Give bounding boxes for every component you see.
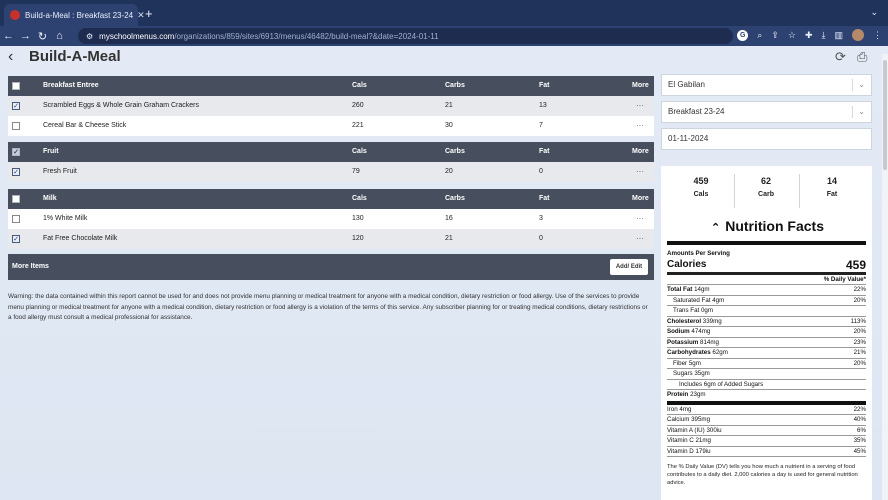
date-input[interactable]	[661, 128, 872, 150]
summary-carb-label: Carb	[758, 191, 774, 198]
nutrient-label: Potassium	[667, 338, 699, 346]
browser-toolbar	[0, 26, 888, 46]
nutrient-label: Vitamin D	[667, 447, 694, 455]
scrollbar-thumb[interactable]	[883, 60, 887, 170]
tab-title: Build-a-Meal : Breakfast 23-24	[25, 10, 134, 20]
back-chevron-icon[interactable]: ‹	[8, 48, 14, 65]
nutrient-label: Saturated Fat	[673, 296, 711, 304]
menu-item-row[interactable]	[8, 209, 654, 229]
section-checkbox[interactable]	[12, 82, 20, 90]
item-carbs: 21	[445, 235, 453, 242]
item-carbs: 16	[445, 215, 453, 222]
close-tab-icon[interactable]: ✕	[137, 9, 145, 20]
nutrient-amount: 339mg	[702, 317, 722, 325]
daily-value-footnote: The % Daily Value (DV) tells you how much a nutrient in a serving of food contributes to a daily diet. 2,000 calories a day is used for general nutrition advice.	[667, 464, 858, 487]
more-options-icon[interactable]: ···	[636, 101, 644, 110]
nutrient-row-potassium	[667, 338, 866, 349]
item-carbs: 20	[445, 168, 453, 175]
browser-tab[interactable]	[4, 4, 145, 26]
url-path: /organizations/859/sites/6913/menus/46482/build-meal?&date=2024-01-11	[174, 31, 439, 41]
nutrient-row-calcium	[667, 415, 866, 426]
column-carbs: Carbs	[445, 82, 465, 89]
item-checkbox[interactable]: ✓	[13, 169, 19, 176]
print-icon[interactable]: ⎙	[857, 49, 868, 64]
nutrition-facts-toggle[interactable]	[711, 218, 824, 234]
nutrient-row-vitamin-d	[667, 447, 866, 458]
item-name: Fat Free Chocolate Milk	[43, 235, 118, 242]
favicon-icon	[10, 10, 20, 20]
back-arrow-icon[interactable]: ←	[3, 30, 14, 42]
menu-item-row[interactable]	[8, 96, 654, 116]
nutrient-amount: 474mg	[691, 328, 711, 335]
section-name: Breakfast Entree	[43, 82, 99, 89]
column-more: More	[632, 195, 649, 202]
nutrient-dv: 22%	[853, 405, 866, 413]
summary-fat-label: Fat	[826, 191, 838, 198]
refresh-icon[interactable]: ⟳	[835, 49, 846, 64]
summary-cals	[665, 174, 737, 208]
more-options-icon[interactable]: ···	[636, 167, 644, 176]
nutrient-label: Trans Fat	[673, 307, 700, 314]
item-cals: 130	[352, 215, 364, 222]
browser-actions	[737, 29, 882, 41]
reload-icon[interactable]: ↻	[37, 30, 48, 43]
nutrient-amount: 23gm	[690, 391, 706, 398]
more-options-icon[interactable]: ···	[636, 121, 644, 130]
section-name: Fruit	[43, 148, 59, 155]
date-input-value: 01-11-2024	[668, 134, 709, 143]
calories-value: 459	[845, 258, 866, 272]
url-domain: myschoolmenus.com	[99, 31, 175, 41]
section-fruit	[8, 142, 654, 182]
nutrient-amount: 35gm	[694, 370, 710, 377]
select-divider	[852, 106, 853, 118]
warning-text: Warning: the data contained within this report cannot be used for and does not provide menu planning or medical treatment for anyone with a medical condition, dietary restriction or food allergy. Use of the services to provide menu planning or medical treatment for anyone with a medical condition, dietary restriction or food allergy is a violation of the terms of this service. Any subscriber planning for or treating medical conditions, dietary restrictions or a food allergy must consult a medical professional for assistance.	[8, 293, 648, 321]
nutrient-amount: 814mg	[700, 338, 719, 346]
page-scrollbar[interactable]	[882, 54, 888, 500]
nutrient-row-vitamin-c	[667, 436, 866, 447]
nutrient-row-cholesterol	[667, 317, 866, 328]
column-cals: Cals	[352, 148, 367, 155]
section-checkbox[interactable]: ✓	[13, 149, 19, 156]
nutrient-label: Cholesterol	[667, 317, 702, 325]
summary-carb	[730, 174, 802, 208]
column-fat: Fat	[539, 82, 550, 89]
nutrient-amount: 300iu	[706, 426, 722, 434]
item-checkbox[interactable]: ✓	[13, 103, 19, 110]
tab-search-icon[interactable]: ⌄	[870, 7, 878, 17]
summary-fat-value: 14	[826, 176, 837, 186]
nutrient-row-sugars	[667, 369, 866, 380]
item-fat: 3	[539, 215, 543, 222]
address-bar[interactable]	[78, 28, 733, 44]
nutrient-amount: 179iu	[695, 447, 711, 455]
nutrition-facts-title: Nutrition Facts	[725, 218, 824, 234]
column-carbs: Carbs	[445, 148, 465, 155]
menu-item-row[interactable]	[8, 116, 654, 136]
nutrient-label: Vitamin C	[667, 437, 694, 444]
nutrient-amount: 395mg	[691, 416, 711, 423]
summary-cals-value: 459	[693, 176, 709, 186]
item-cals: 120	[352, 235, 364, 242]
site-info-icon[interactable]: ⚙	[86, 31, 94, 41]
nutrition-card	[661, 166, 872, 500]
nutrient-row-saturated-fat	[667, 296, 866, 307]
section-name: Milk	[43, 195, 57, 202]
browser-tab-bar	[0, 0, 888, 26]
home-icon[interactable]: ⌂	[56, 30, 63, 42]
nutrient-label: Vitamin A (IU)	[667, 426, 705, 434]
nutrient-amount: 14gm	[694, 286, 710, 293]
item-carbs: 30	[445, 122, 453, 129]
google-lens-icon[interactable]: G	[737, 30, 748, 41]
item-cals: 79	[352, 168, 360, 175]
nutrient-dv: 21%	[853, 349, 866, 356]
nutrient-label: Protein	[667, 391, 689, 398]
column-cals: Cals	[352, 195, 367, 202]
chevron-down-icon: ⌄	[858, 80, 865, 89]
summary-carb-value: 62	[760, 176, 771, 186]
item-name: Scrambled Eggs & Whole Grain Graham Crackers	[43, 102, 199, 109]
menu-select-value: Breakfast 23-24	[668, 107, 725, 116]
item-name: 1% White Milk	[43, 215, 88, 222]
more-options-icon[interactable]: ···	[636, 214, 644, 223]
section-breakfast-entree	[8, 76, 654, 136]
column-more: More	[632, 148, 649, 155]
sidepanel-icon[interactable]: ▥	[834, 29, 843, 40]
item-name: Fresh Fruit	[43, 168, 77, 175]
nutrient-label: Iron	[667, 405, 678, 413]
more-items-label: More Items	[12, 263, 49, 270]
section-header	[8, 142, 654, 162]
nutrient-dv: 45%	[853, 447, 866, 455]
nutrient-dv: 113%	[850, 317, 866, 325]
item-name: Cereal Bar & Cheese Stick	[43, 122, 127, 129]
nutrient-row-fiber	[667, 359, 866, 370]
nutrient-row-carbohydrates	[667, 348, 866, 359]
column-cals: Cals	[352, 82, 367, 89]
profile-avatar[interactable]	[852, 29, 864, 41]
nutrient-label: Carbohydrates	[667, 349, 711, 356]
chevron-down-icon: ⌄	[858, 107, 865, 116]
page-content	[0, 46, 888, 500]
summary-fat	[796, 174, 868, 208]
nutrient-dv: 40%	[853, 416, 866, 423]
chevron-up-icon: ⌃	[711, 222, 721, 234]
nutrient-row-vitamin-a	[667, 426, 866, 437]
nutrient-label: Sodium	[667, 328, 690, 335]
column-fat: Fat	[539, 195, 550, 202]
menu-item-row[interactable]	[8, 162, 654, 182]
nutrient-row-protein	[667, 390, 866, 401]
nutrient-row-iron	[667, 405, 866, 416]
nutrient-amount: 4gm	[712, 296, 725, 304]
menu-item-row[interactable]	[8, 229, 654, 249]
page-title: Build-A-Meal	[29, 48, 121, 65]
nutrient-row-sodium	[667, 327, 866, 338]
label-rule-thick	[667, 241, 866, 245]
section-header	[8, 76, 654, 96]
nutrient-dv: 22%	[853, 286, 866, 293]
nutrient-dv: 35%	[853, 437, 866, 444]
calories-label: Calories	[667, 259, 707, 270]
added-sugars-text: Includes 6gm of Added Sugars	[679, 380, 764, 388]
item-fat: 0	[539, 168, 543, 175]
nutrient-amount: 21mg	[695, 437, 711, 444]
item-carbs: 21	[445, 102, 453, 109]
daily-value-header: % Daily Value*	[667, 275, 866, 285]
site-select-value: El Gabilan	[668, 80, 705, 89]
bookmark-star-icon[interactable]: ☆	[787, 29, 796, 40]
column-more: More	[632, 82, 649, 89]
more-options-icon[interactable]: ···	[636, 234, 644, 243]
nutrient-dv: 20%	[853, 328, 866, 335]
site-select[interactable]	[661, 74, 872, 96]
nutrient-amount: 62gm	[712, 349, 728, 356]
nutrition-label	[667, 241, 866, 488]
select-divider	[852, 79, 853, 91]
nutrient-label: Sugars	[673, 370, 693, 377]
menu-select[interactable]	[661, 101, 872, 123]
nutrient-label: Fiber	[673, 359, 688, 367]
nutrient-amount: 4mg	[679, 405, 692, 413]
nutrient-label: Calcium	[667, 416, 690, 423]
item-fat: 0	[539, 235, 543, 242]
nutrient-dv: 6%	[857, 426, 866, 434]
nutrient-row-added-sugars	[667, 380, 866, 391]
summary-cals-label: Cals	[693, 191, 709, 198]
zoom-icon[interactable]: ⌕	[757, 29, 763, 40]
item-fat: 7	[539, 122, 543, 129]
column-fat: Fat	[539, 148, 550, 155]
new-tab-button[interactable]: +	[145, 6, 153, 21]
item-checkbox[interactable]	[12, 215, 20, 223]
calories-row	[667, 258, 866, 272]
nutrient-amount: 5gm	[688, 359, 701, 367]
item-cals: 221	[352, 122, 364, 129]
column-carbs: Carbs	[445, 195, 465, 202]
extensions-icon[interactable]: ✚	[804, 29, 813, 40]
section-header	[8, 189, 654, 209]
share-icon[interactable]: ⇪	[771, 29, 779, 40]
nutrient-row-trans-fat	[667, 306, 866, 317]
item-checkbox[interactable]	[12, 122, 20, 130]
forward-arrow-icon[interactable]: →	[20, 30, 31, 42]
item-cals: 260	[352, 102, 364, 109]
nutrient-dv: 20%	[853, 359, 866, 367]
nutrient-label: Total Fat	[667, 286, 693, 293]
menu-kebab-icon[interactable]: ⋮	[873, 29, 882, 40]
section-checkbox[interactable]	[12, 195, 20, 203]
section-milk	[8, 189, 654, 249]
add-edit-button[interactable]: Add/ Edit	[610, 259, 648, 275]
nutrient-row-total-fat	[667, 285, 866, 296]
more-items-bar	[8, 254, 654, 280]
nutrient-dv: 20%	[853, 296, 866, 304]
serving-label: Amounts Per Serving	[667, 250, 730, 257]
item-checkbox[interactable]: ✓	[13, 236, 19, 243]
nutrient-dv: 23%	[853, 338, 866, 346]
item-fat: 13	[539, 102, 547, 109]
downloads-icon[interactable]: ⤓	[821, 29, 826, 40]
nutrient-amount: 0gm	[700, 307, 714, 314]
